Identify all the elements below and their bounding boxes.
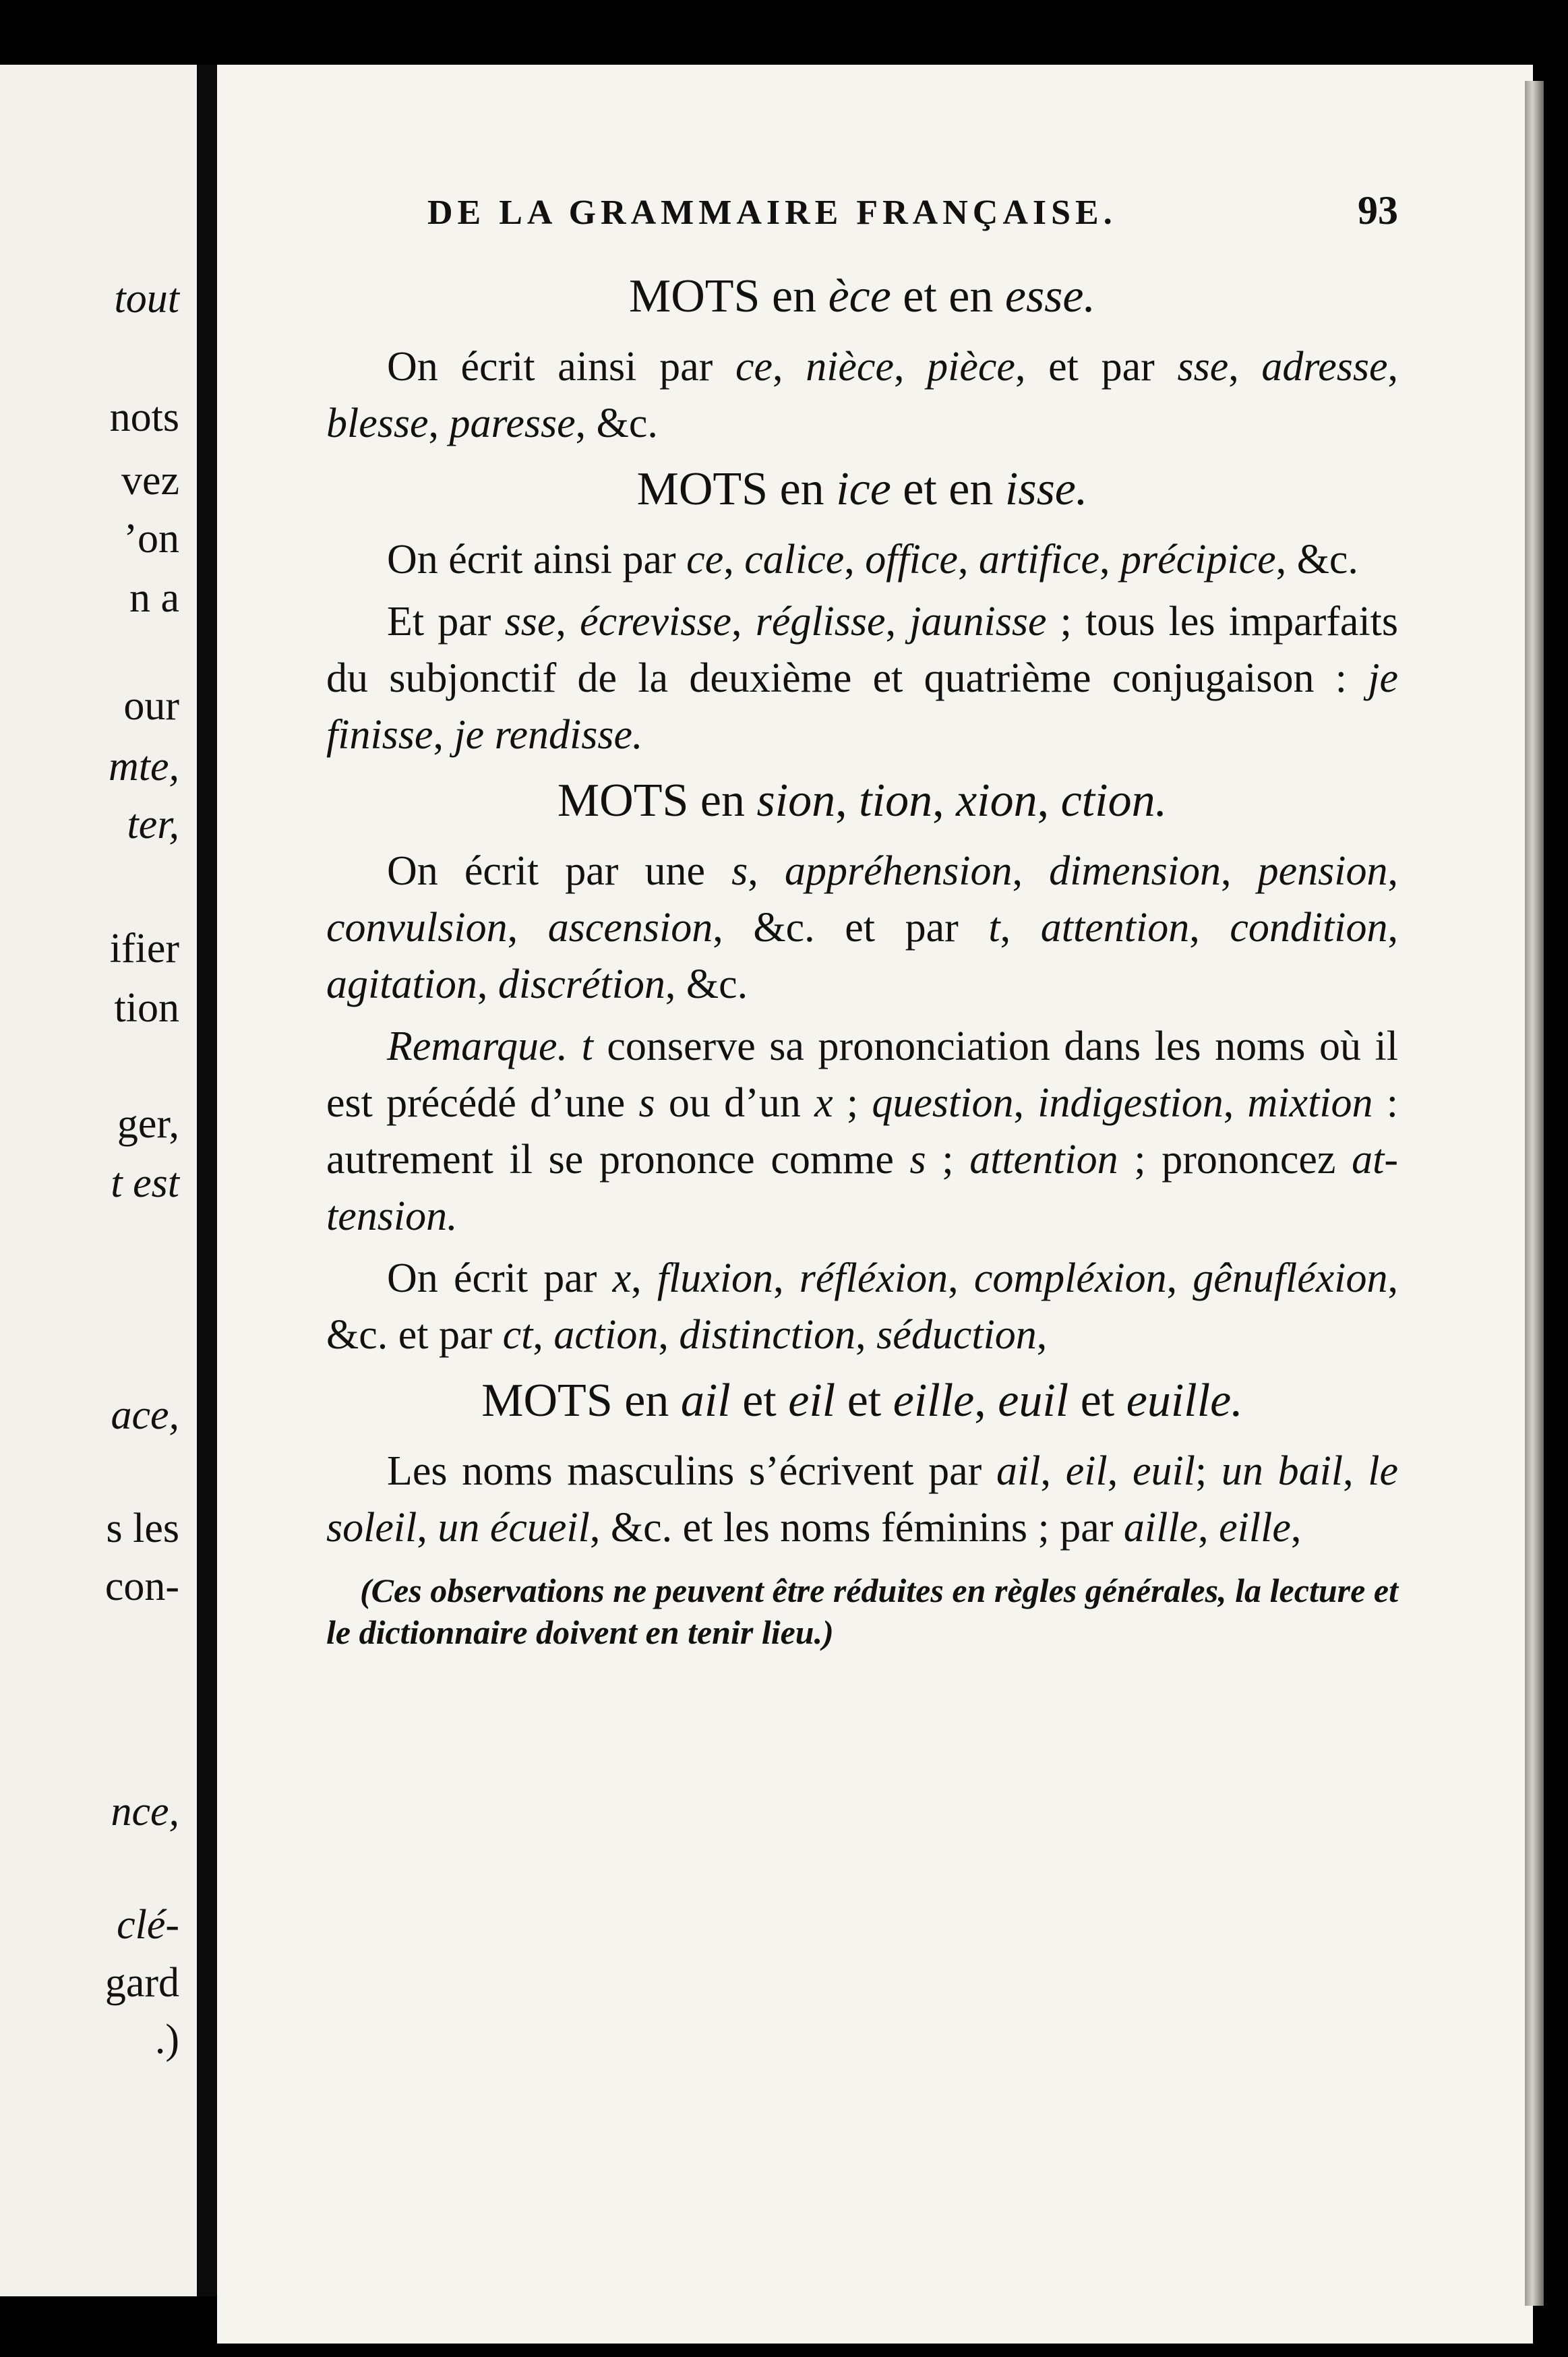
left-text-fragment: ifier (109, 926, 179, 972)
left-text-fragment: mte, (108, 744, 179, 789)
running-head (326, 182, 1398, 241)
paragraph: On écrit ainsi par ce, nièce, pièce, et par sse, adresse, blesse, paresse, &c. (326, 344, 1399, 446)
left-text-fragment: nots (109, 394, 179, 440)
section-heading: MOTS en ice et en isse. (636, 463, 1088, 515)
footnote: (Ces observations ne peuvent être réduites en règles générales, la lecture et le dictionnaire doivent en tenir lieu.) (326, 1572, 1398, 1651)
paragraph: On écrit par x, fluxion, réfléxion, compléxion, gênufléxion, &c. et par ct, action, distinction, séduction, (326, 1255, 1399, 1358)
paragraph: On écrit par une s, appréhension, dimension, pension, convulsion, ascension, &c. et par t, attention, condition, agitation, discrétion, &c. (326, 848, 1399, 1007)
left-text-fragment: ter, (127, 802, 179, 847)
page-edge (1525, 81, 1544, 2306)
running-title: DE LA GRAMMAIRE FRANÇAISE. (427, 193, 1117, 232)
left-text-fragment: tout (114, 276, 179, 322)
section-heading: MOTS en sion, tion, xion, ction. (557, 775, 1168, 827)
paragraph: Les noms masculins s’écrivent par ail, eil, euil; un bail, le soleil, un écueil, &c. et les noms féminins ; par aille, eille, (326, 1448, 1399, 1551)
left-text-fragment: tion (114, 985, 179, 1031)
left-text-fragment: n a (129, 575, 179, 621)
left-text-fragment: s les (106, 1505, 179, 1551)
page-text (326, 182, 1398, 1659)
left-text-fragment: ger, (117, 1101, 179, 1147)
paragraph: On écrit ainsi par ce, calice, office, artifice, précipice, &c. (387, 537, 1358, 583)
left-text-fragment: ’on (123, 516, 179, 562)
left-text-fragment: clé- (117, 1902, 179, 1948)
left-text-fragment: vez (121, 458, 179, 504)
left-text-fragment: ace, (111, 1392, 179, 1438)
left-text-fragment: nce, (111, 1789, 179, 1834)
section-heading: MOTS en èce et en esse. (629, 270, 1095, 322)
page-number: 93 (1358, 188, 1398, 233)
paragraph: Remarque. t conserve sa prononciation dans les noms où il est précédé d’une s ou d’un x ; question, indigestion, mixtion : autrement il se prononce comme s ; attention ; prononcez at-tension. (326, 1023, 1399, 1239)
book-gutter (197, 65, 217, 2296)
left-text-fragment: .) (154, 2017, 179, 2062)
left-text-fragment: t est (111, 1160, 179, 1206)
left-text-fragment: our (123, 683, 179, 729)
paragraph: Et par sse, écrevisse, réglisse, jaunisse ; tous les imparfaits du subjonctif de la deuxième et quatrième conjugaison : je finisse, je rendisse. (326, 599, 1399, 758)
section-heading: MOTS en ail et eil et eille, euil et euille. (481, 1375, 1243, 1427)
left-page-fragment (0, 65, 197, 2296)
left-text-fragment: con- (104, 1563, 179, 1609)
left-text-fragment: gard (104, 1960, 179, 2006)
